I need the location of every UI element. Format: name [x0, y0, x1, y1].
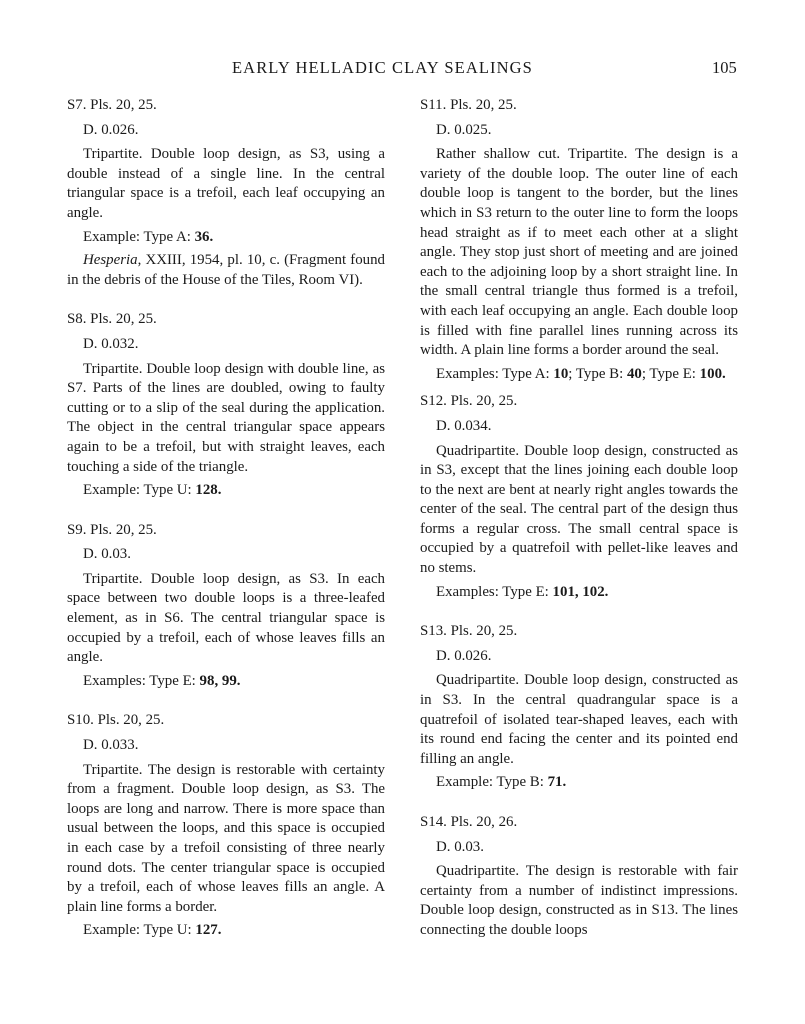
entry-s8: [67, 310, 385, 500]
example-numbers: 98, 99.: [199, 672, 241, 689]
entry-heading: S14. Pls. 20, 26.: [420, 814, 518, 830]
examples-label: Example: Type B:: [436, 774, 548, 791]
journal-title: Hesperia: [83, 252, 138, 269]
entry-heading: S7. Pls. 20, 25.: [67, 97, 157, 113]
entry-description: Rather shallow cut. Tripartite. The design is a variety of the double loop. The outer line of each double loop is tangent to the border, but the lines which in S3 return to the outer line to form the loops head straight as if to meet each other at a slight angle. They stop just short of meeting and are joined each to the adjoining loop by a short straight line. In the small central triangle thus formed is a trefoil, with each leaf occupying an angle. Each double loop is filled with fine parallel lines running across its width. A plain line forms a border around the seal.: [420, 146, 738, 359]
spacer: [67, 695, 385, 711]
examples-label: Examples: Type A:: [436, 365, 554, 382]
entry-description: Tripartite. Double loop design, as S3. In each space between two double loops is a three-leafed element, as in S6. The central triangular space is occupied by a trefoil, each of whose leaves fills an angle.: [67, 570, 385, 666]
spacer: [420, 606, 738, 622]
entry-description: Quadripartite. The design is restorable with fair certainty from a number of indistinct impressions. Double loop design, constructed as in S13. The lines connecting the double loops: [420, 863, 738, 938]
entry-examples: [436, 773, 738, 793]
entry-heading: S10. Pls. 20, 25.: [67, 712, 165, 729]
entry-diameter: D. 0.032.: [83, 335, 139, 352]
entry-examples: [83, 228, 385, 248]
page-header: [0, 58, 805, 82]
entry-description: Tripartite. The design is restorable with certainty from a fragment. Double loop design, as S3. The loops are long and narrow. There is more space than usual between the loops, and this space is occupied in each case by a trefoil consisting of three nearly round dots. The center triangular space is occupied by a trefoil, each of whose leaves fills an angle. A plain line forms a border.: [67, 761, 385, 915]
entry-heading: S8. Pls. 20, 25.: [67, 311, 157, 328]
example-numbers: 71.: [547, 774, 567, 791]
entry-diameter: D. 0.03.: [436, 838, 484, 855]
example-numbers: 128.: [195, 482, 222, 499]
entry-description: Quadripartite. Double loop design, constructed as in S3, except that the lines joining each double loop to the next are bent at nearly right angles towards the center of the seal. The central part of the design thus forms a regular cross. The small central space is occupied by a quatrefoil with pellet-like leaves and no stems.: [420, 442, 738, 577]
reference-text: , XXIII, 1954, pl. 10, c. (Fragment found in the debris of the House of the Tiles, Room VI).: [67, 252, 385, 288]
entry-examples: [83, 672, 385, 692]
entry-s13: [420, 622, 738, 793]
entry-diameter: D. 0.026.: [83, 121, 139, 138]
running-title: EARLY HELLADIC CLAY SEALINGS: [232, 58, 533, 77]
examples-label: Example: Type U:: [83, 482, 196, 499]
entry-description: Tripartite. Double loop design, as S3, using a double instead of a single line. In the central triangular space is a trefoil, each leaf occupying an angle.: [67, 146, 385, 221]
entry-description: Quadripartite. Double loop design, constructed as in S3. In the central quadrangular space is a quatrefoil of isolated tear-shaped leaves, each with its round end facing the center and its pointed end filling an angle.: [420, 672, 738, 767]
entry-diameter: D. 0.03.: [83, 546, 131, 563]
entry-diameter: D. 0.025.: [436, 121, 492, 138]
example-number-type-a: 10: [553, 365, 569, 382]
entry-examples: [83, 921, 385, 941]
entry-s12: [420, 392, 738, 602]
example-numbers: 101, 102.: [552, 583, 609, 600]
examples-label: Example: Type U:: [83, 922, 196, 939]
entry-heading: S12. Pls. 20, 25.: [420, 393, 518, 410]
spacer: [420, 797, 738, 813]
spacer: [67, 505, 385, 521]
page-number: 105: [712, 58, 737, 77]
entry-examples: [83, 481, 385, 501]
examples-label: Examples: Type E:: [83, 672, 200, 689]
entry-reference: [67, 251, 385, 290]
entry-diameter: D. 0.033.: [83, 737, 139, 754]
examples-label: Example: Type A:: [83, 228, 195, 245]
example-numbers: 127.: [195, 922, 222, 939]
entry-s7: [67, 96, 385, 290]
spacer: [67, 294, 385, 310]
example-number-type-e: 100.: [699, 365, 726, 382]
entry-diameter: D. 0.034.: [436, 417, 492, 434]
examples-separator: ; Type B:: [568, 365, 627, 382]
examples-label: Examples: Type E:: [436, 583, 553, 600]
entry-description: Tripartite. Double loop design with double line, as S7. Parts of the lines are doubled, owing to faulty cutting or to a slip of the seal during the application. The object in the central triangular space appears again to be a trefoil, but with straight leaves, each touching a side of the triangle.: [67, 360, 385, 475]
examples-separator: ; Type E:: [641, 365, 700, 382]
left-column: [67, 96, 385, 945]
right-column: [420, 96, 738, 945]
entry-examples: [436, 365, 738, 385]
entry-s14: [420, 813, 738, 941]
entry-s9: [67, 521, 385, 692]
entry-examples: [436, 583, 738, 603]
example-numbers: 36.: [194, 228, 214, 245]
entry-heading: S13. Pls. 20, 25.: [420, 623, 518, 640]
entry-diameter: D. 0.026.: [436, 647, 492, 664]
entry-s10: [67, 711, 385, 941]
entry-heading: S9. Pls. 20, 25.: [67, 521, 157, 538]
entry-s11: [420, 96, 738, 384]
entry-heading: S11. Pls. 20, 25.: [420, 97, 517, 113]
example-number-type-b: 40: [626, 365, 642, 382]
